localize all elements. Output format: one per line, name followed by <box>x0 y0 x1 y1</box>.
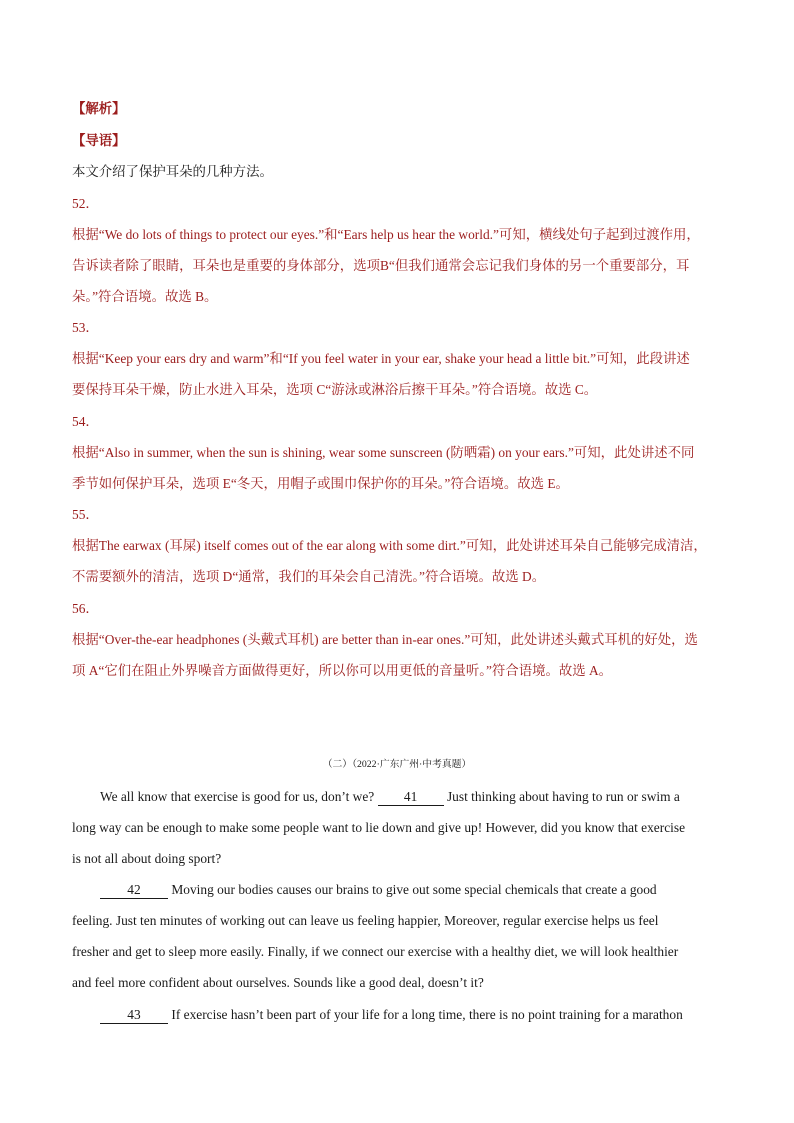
paragraph-2-line-3: fresher and get to sleep more easily. Finally, if we connect our exercise with a healthy diet, we will look healthier <box>72 944 679 959</box>
paragraph-1-line-2: long way can be enough to make some people want to lie down and give up! However, did you know that exercise <box>72 820 686 835</box>
paragraph-2-line-1 <box>100 880 657 900</box>
section-title: （二）（2022·广东广州·中考真题） <box>322 759 472 770</box>
item-55-line-2: 不需要额外的清洁，选项 D“通常，我们的耳朵会自己清洗。”符合语境。故选 D。 <box>72 569 546 584</box>
item-53-number: 53． <box>72 320 99 335</box>
blank-41[interactable]: 41 <box>378 789 444 806</box>
item-54-line-2: 季节如何保护耳朵，选项 E“冬天，用帽子或围巾保护你的耳朵。”符合语境。故选 E。 <box>72 476 569 491</box>
item-54-number: 54． <box>72 414 99 429</box>
paragraph-3-line-1 <box>100 1005 683 1025</box>
guide-text: 本文介绍了保护耳朵的几种方法。 <box>72 164 273 179</box>
paragraph-3-text: If exercise hasn’t been part of your life for a long time, there is no point training for a marathon <box>171 1007 683 1022</box>
item-52-number: 52． <box>72 196 99 211</box>
item-56-number: 56． <box>72 601 99 616</box>
blank-43[interactable]: 43 <box>100 1007 168 1024</box>
paragraph-2-line-2: feeling. Just ten minutes of working out can leave us feeling happier, Moreover, regular exercise helps us feel <box>72 913 659 928</box>
item-55-number: 55． <box>72 507 99 522</box>
analysis-heading: 【解析】 <box>72 101 126 116</box>
item-52-line-3: 朵。”符合语境。故选 B。 <box>72 289 218 304</box>
paragraph-1-text-a: We all know that exercise is good for us, don’t we? <box>100 789 375 804</box>
item-53-line-1: 根据“Keep your ears dry and warm”和“If you feel water in your ear, shake your head a little bit.”可知，此段讲述 <box>72 351 690 366</box>
item-55-line-1: 根据The earwax (耳屎) itself comes out of the ear along with some dirt.”可知，此处讲述耳朵自己能够完成清洁， <box>72 538 707 553</box>
item-56-line-2: 项 A“它们在阻止外界噪音方面做得更好，所以你可以用更低的音量听。”符合语境。故选 A。 <box>72 663 613 678</box>
blank-42[interactable]: 42 <box>100 882 168 899</box>
paragraph-1-text-b: Just thinking about having to run or swim a <box>446 789 680 804</box>
item-56-line-1: 根据“Over-the-ear headphones (头戴式耳机) are better than in-ear ones.”可知，此处讲述头戴式耳机的好处，选 <box>72 632 698 647</box>
paragraph-2-text: Moving our bodies causes our brains to give out some special chemicals that create a good <box>171 882 657 897</box>
item-52-line-1: 根据“We do lots of things to protect our eyes.”和“Ears help us hear the world.”可知，横线处句子起到过渡作用， <box>72 227 700 242</box>
item-52-line-2: 告诉读者除了眼睛，耳朵也是重要的身体部分，选项B“但我们通常会忘记我们身体的另一个重要部分，耳 <box>72 258 690 273</box>
item-54-line-1: 根据“Also in summer, when the sun is shining, wear some sunscreen (防晒霜) on your ears.”可知，此处讲述不同 <box>72 445 695 460</box>
guide-heading: 【导语】 <box>72 133 126 148</box>
paragraph-1-line-3: is not all about doing sport? <box>72 851 222 866</box>
paragraph-1-line-1 <box>100 787 680 807</box>
paragraph-2-line-4: and feel more confident about ourselves. Sounds like a good deal, doesn’t it? <box>72 975 484 990</box>
item-53-line-2: 要保持耳朵干燥，防止水进入耳朵，选项 C“游泳或淋浴后擦干耳朵。”符合语境。故选 C。 <box>72 382 598 397</box>
